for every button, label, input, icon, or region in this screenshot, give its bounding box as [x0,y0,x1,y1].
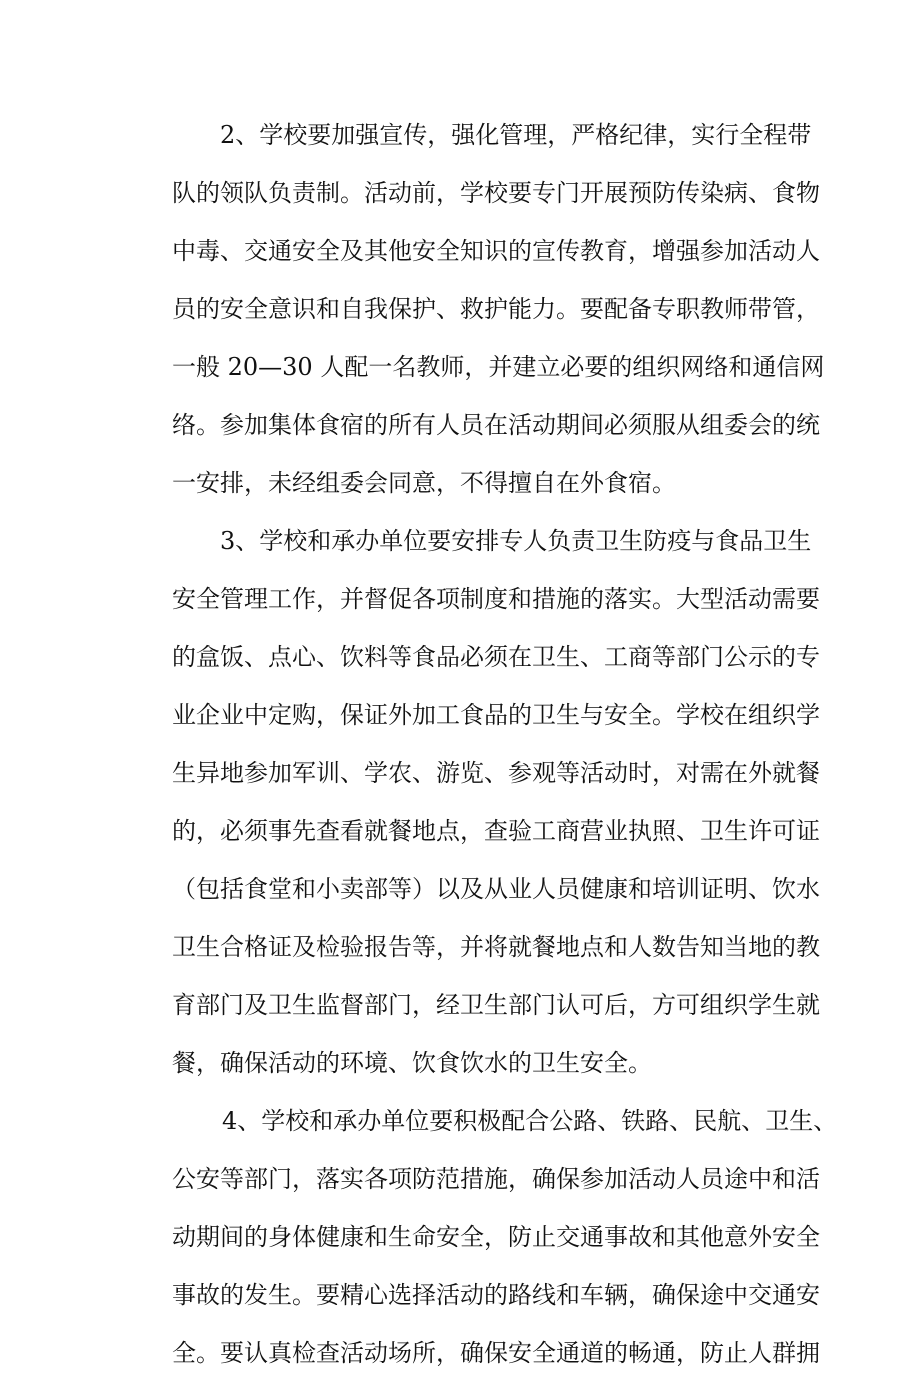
paragraph-line: 一安排，未经组委会同意，不得擅自在外食宿。 [172,469,676,497]
paragraph-line: 的，必须事先查看就餐地点，查验工商营业执照、卫生许可证 [172,817,820,845]
paragraph-line: 业企业中定购，保证外加工食品的卫生与安全。学校在组织学 [172,701,820,729]
paragraph-3 [172,512,820,1092]
paragraph-line: 中毒、交通安全及其他安全知识的宣传教育，增强参加活动人 [172,237,820,265]
paragraph-2 [172,106,825,512]
paragraph-line: 生异地参加军训、学农、游览、参观等活动时，对需在外就餐 [172,759,820,787]
paragraph-line: 的盒饭、点心、饮料等食品必须在卫生、工商等部门公示的专 [172,643,820,671]
paragraph-line: 安全管理工作，并督促各项制度和措施的落实。大型活动需要 [172,585,820,613]
document-body [172,106,838,1382]
paragraph-line: 事故的发生。要精心选择活动的路线和车辆，确保途中交通安 [172,1281,820,1309]
paragraph-4 [172,1092,838,1382]
paragraph-line: 育部门及卫生监督部门，经卫生部门认可后，方可组织学生就 [172,991,820,1019]
paragraph-line: 2、学校要加强宣传，强化管理，严格纪律，实行全程带 [220,121,812,149]
paragraph-line: 动期间的身体健康和生命安全，防止交通事故和其他意外安全 [172,1223,820,1251]
paragraph-line: 公安等部门，落实各项防范措施，确保参加活动人员途中和活 [172,1165,820,1193]
paragraph-line: 全。要认真检查活动场所，确保安全通道的畅通，防止人群拥 [172,1339,820,1367]
paragraph-line: 员的安全意识和自我保护、救护能力。要配备专职教师带管， [172,295,820,323]
paragraph-line: 一般 20—30 人配一名教师，并建立必要的组织网络和通信网 [172,353,825,381]
paragraph-line: 队的领队负责制。活动前，学校要专门开展预防传染病、食物 [172,179,820,207]
paragraph-line: 卫生合格证及检验报告等，并将就餐地点和人数告知当地的教 [172,933,820,961]
paragraph-line: （包括食堂和小卖部等）以及从业人员健康和培训证明、饮水 [172,875,820,903]
paragraph-line: 络。参加集体食宿的所有人员在活动期间必须服从组委会的统 [172,411,820,439]
paragraph-line: 3、学校和承办单位要安排专人负责卫生防疫与食品卫生 [220,527,812,555]
paragraph-line: 4、学校和承办单位要积极配合公路、铁路、民航、卫生、 [222,1107,838,1135]
paragraph-line: 餐，确保活动的环境、饮食饮水的卫生安全。 [172,1049,652,1077]
